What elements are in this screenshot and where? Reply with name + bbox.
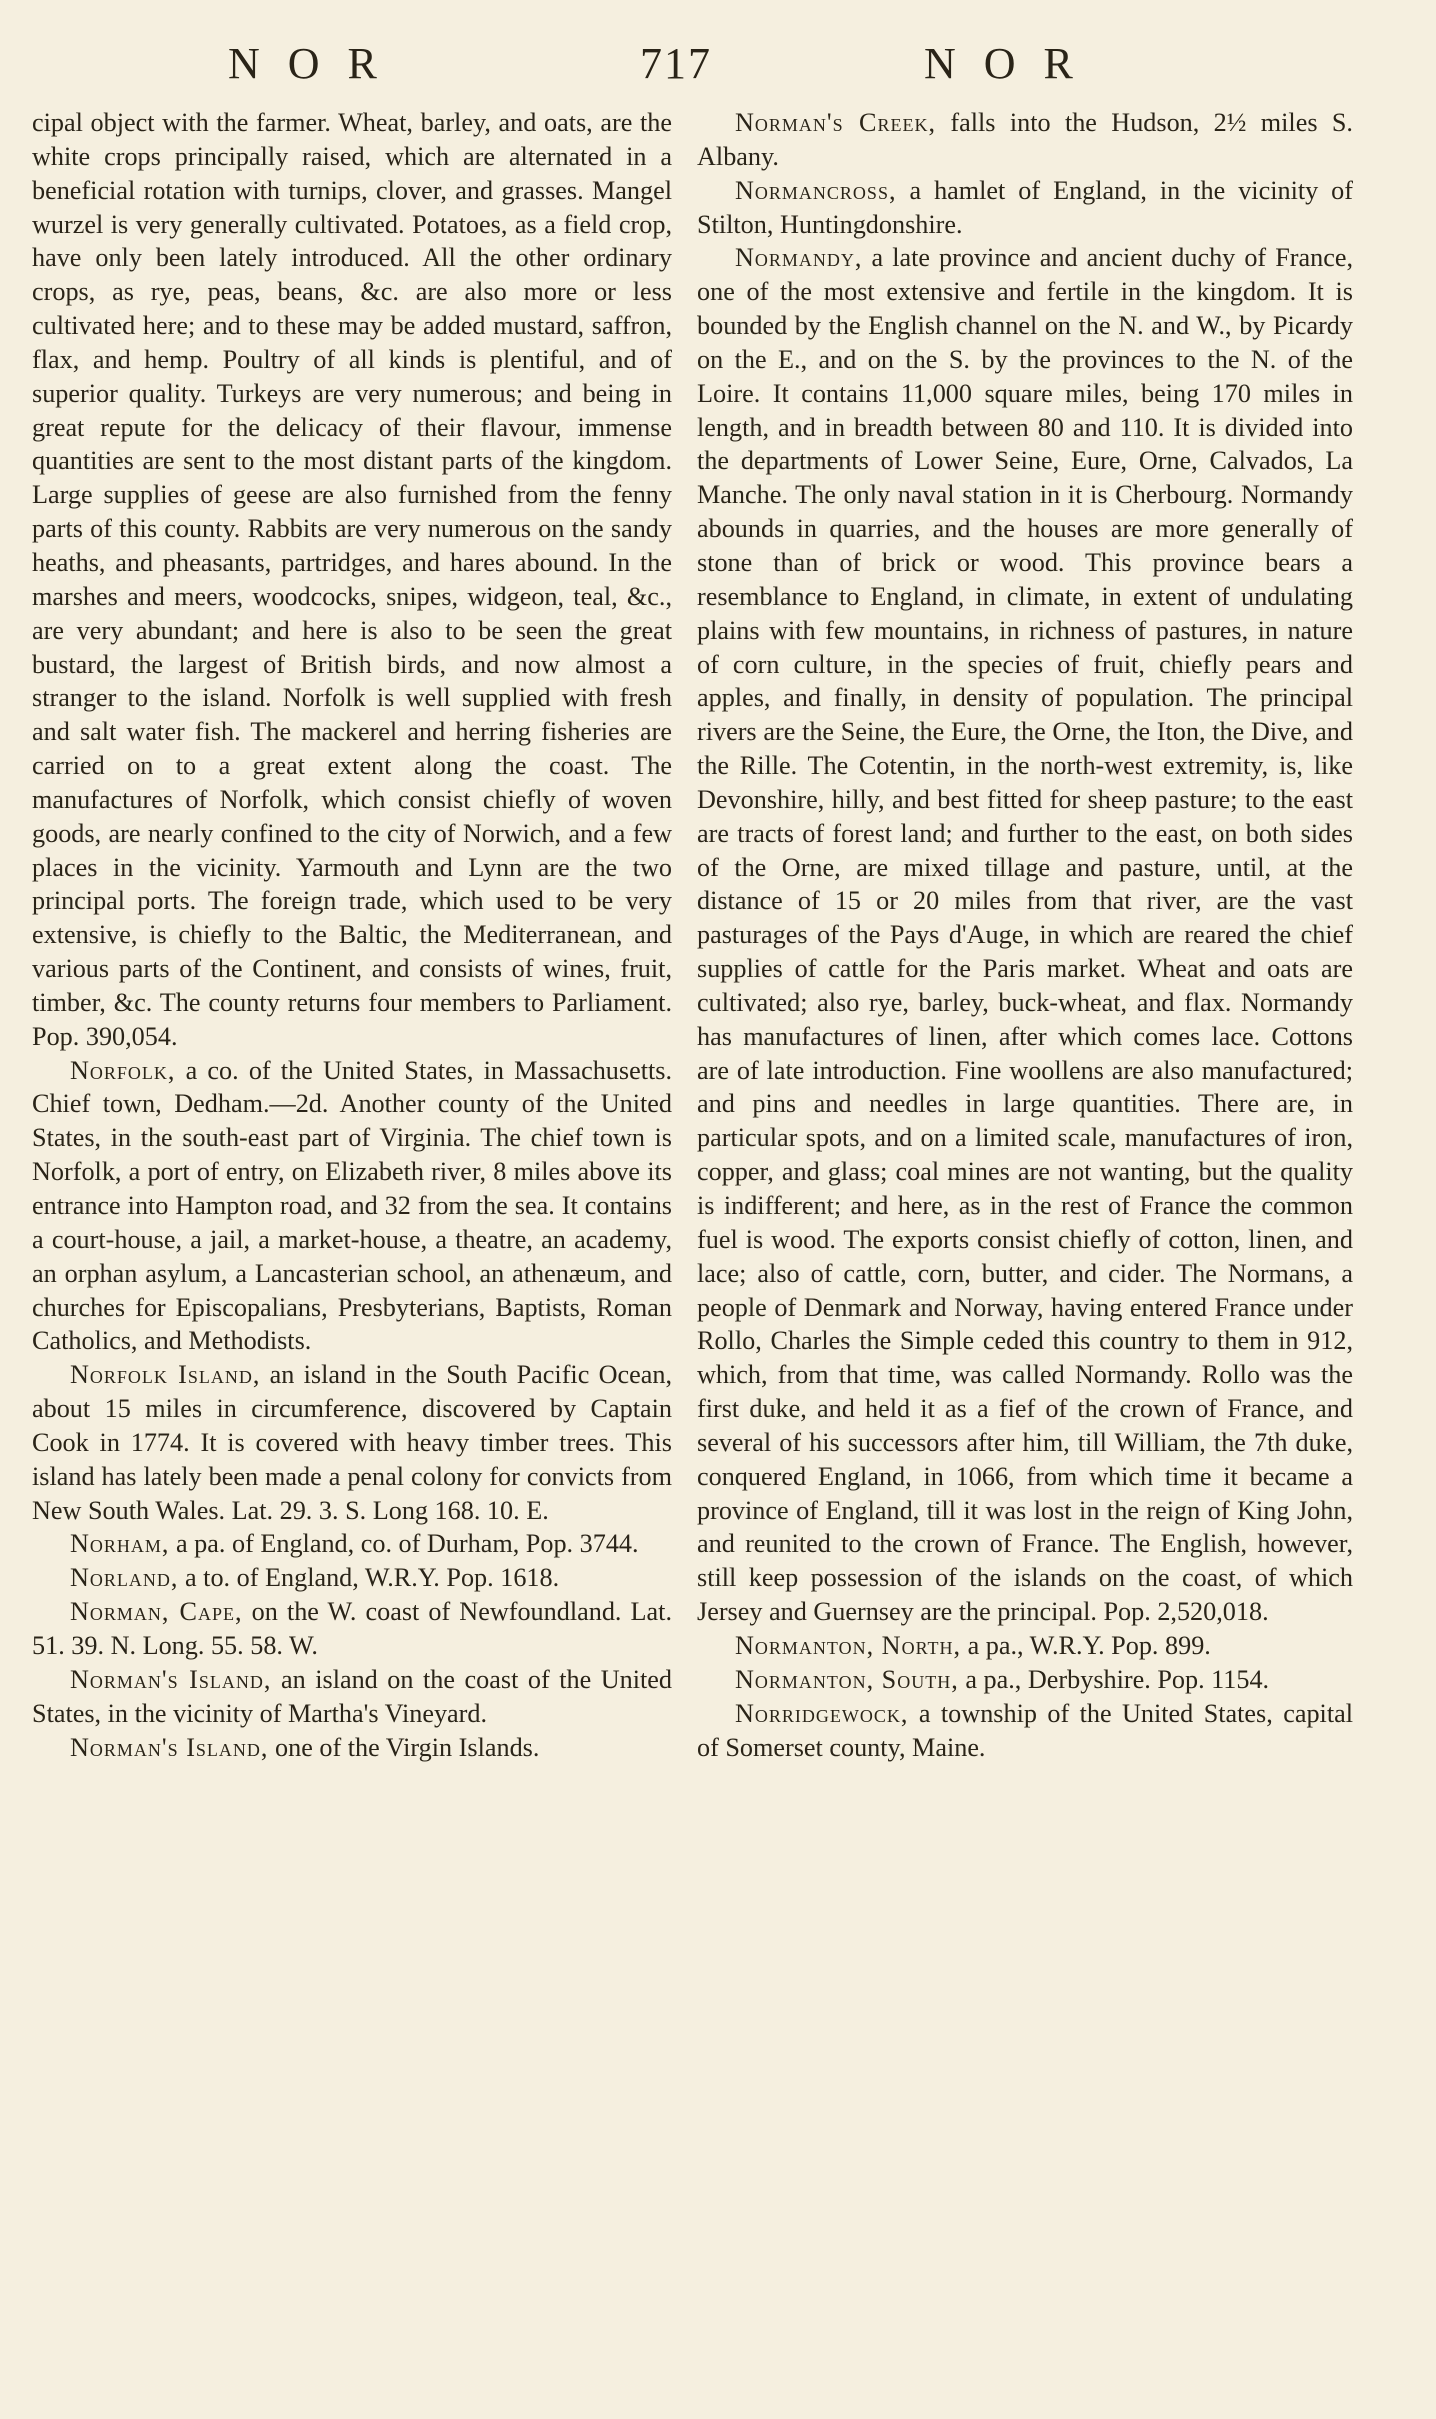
entry-headword: Norman's Island, [70,1732,269,1762]
entry-normandy [697,241,1353,1629]
entry-headword: Norland, [70,1563,179,1593]
entry-body: a pa., Derbyshire. Pop. 1154. [958,1664,1270,1694]
entry-headword: Norridgewock, [735,1698,909,1728]
entry-body: a to. of England, W.R.Y. Pop. 1618. [178,1563,560,1593]
entry-norham [32,1527,672,1561]
entry-body: a pa., W.R.Y. Pop. 899. [961,1630,1211,1660]
entry-body: a hamlet of England, in the vicinity of Stilton, Huntingdonshire. [697,175,1353,239]
page-number: 717 [640,39,712,88]
entry-headword: Normancross, [735,175,897,205]
entry-body: an island in the South Pacific Ocean, about 15 miles in circumference, discovered by Captain Cook in 1774. It is covered with heavy timber trees. This island has lately been made a penal colony for convicts from New South Wales. Lat. 29. 3. S. Long 168. 10. E. [32,1360,672,1525]
entry-body: a township of the United States, capital of Somerset county, Maine. [697,1698,1353,1762]
left-column [32,106,672,1764]
entry-norfolk [32,1054,672,1359]
entry-headword: Normanton, South, [735,1664,959,1694]
entry-headword: Norfolk Island, [70,1360,261,1390]
entry-headword: Norfolk, [70,1055,176,1085]
entry-norfolk-island [32,1358,672,1527]
entry-normans-creek [697,106,1353,174]
entry-body: on the W. coast of Newfoundland. Lat. 51. 39. N. Long. 55. 58. W. [32,1597,672,1660]
entry-body: a late province and ancient duchy of France, one of the most extensive and fertile in the kingdom. It is bounded by the English channel on the N. and W., by Picardy on the E., and on the S. by the provinces to the N. of the Loire. It contains 11,000 square miles, being 170 miles in length, and in breadth between 80 and 110. It is divided into the departments of Lower Seine, Eure, Orne, Calvados, La Manche. The only naval station in it is Cherbourg. Normandy abounds in quarries, and the houses are more generally of stone than of brick or wood. This province bears a resemblance to England, in climate, in extent of undulating plains with few mountains, in richness of pastures, in nature of corn culture, in the species of fruit, chiefly pears and apples, and finally, in density of population. The principal rivers are the Seine, the Eure, the Orne, the Iton, the Dive, and the Rille. The Cotentin, in the north-west extremity, is, like Devonshire, hilly, and best fitted for sheep pasture; to the east are tracts of forest land; and further to the east, on both sides of the Orne, are mixed tillage and pasture, until, at the distance of 15 or 20 miles from that river, are the vast pasturages of the Pays d'Auge, in which are reared the chief supplies of cattle for the Paris market. Wheat and oats are cultivated; also rye, barley, buck-wheat, and flax. Normandy has manufactures of linen, after which comes lace. Cottons are of late introduction. Fine woollens are also manufactured; and pins and needles in large quantities. There are, in particular spots, and on a limited scale, manufactures of iron, copper, and glass; coal mines are not wanting, but the quality is indifferent; and here, as in the rest of France the common fuel is wood. The exports consist chiefly of cotton, linen, and lace; also of cattle, corn, butter, and cider. The Normans, a people of Denmark and Norway, having entered France under Rollo, Charles the Simple ceded this country to them in 912, which, from that time, was called Normandy. Rollo was the first duke, and held it as a fief of the crown of France, and several of his successors after him, till William, the 7th duke, conquered England, in 1066, from which time it became a province of England, till it was lost in the reign of King John, and reunited to the crown of France. The English, however, still keep possession of the islands on the coast, of which Jersey and Guernsey are the principal. Pop. 2,520,018. [697,243,1353,1627]
entry-headword: Norman's Island, [70,1664,272,1694]
entry-normans-island-2 [32,1731,672,1765]
entry-body: a pa. of England, co. of Durham, Pop. 3744. [169,1529,639,1559]
entry-body: falls into the Hudson, 2½ miles S. Albany. [697,108,1353,171]
header-left-guide-word: NOR [228,39,405,88]
entry-headword: Norman, Cape, [70,1597,243,1627]
entry-headword: Normandy, [735,243,863,273]
entry-headword: Norman's Creek, [735,108,937,137]
entry-norland [32,1561,672,1595]
entry-body: a co. of the United States, in Massachusetts. Chief town, Dedham.—2d. Another county of the United States, in the south-east part of Virginia. The chief town is Norfolk, a port of entry, on Elizabeth river, 8 miles above its entrance into Hampton road, and 32 from the sea. It contains a court-house, a jail, a market-house, a theatre, an academy, an orphan asylum, a Lancasterian school, an athenæum, and churches for Episcopalians, Presbyterians, Baptists, Roman Catholics, and Methodists. [32,1055,672,1356]
entry-body: one of the Virgin Islands. [268,1732,540,1762]
entry-body: an island on the coast of the United States, in the vicinity of Martha's Vineyard. [32,1664,673,1728]
entry-normans-island-1 [32,1663,672,1731]
entry-normanton-north [697,1629,1353,1663]
running-header [0,38,1436,98]
entry-continuation: cipal object with the farmer. Wheat, barley, and oats, are the white crops principally raised, which are alternated in a beneficial rotation with turnips, clover, and grasses. Mangel wurzel is very generally cultivated. Potatoes, as a field crop, have only been lately introduced. All the other ordinary crops, as rye, peas, beans, &c. are also more or less cultivated here; and to these may be added mustard, saffron, flax, and hemp. Poultry of all kinds is plentiful, and of superior quality. Turkeys are very numerous; and being in great repute for the delicacy of their flavour, immense quantities are sent to the most distant parts of the kingdom. Large supplies of geese are also furnished from the fenny parts of this county. Rabbits are very numerous on the sandy heaths, and pheasants, partridges, and hares abound. In the marshes and meers, woodcocks, snipes, widgeon, teal, &c., are very abundant; and here is also to be seen the great bustard, the largest of British birds, and now almost a stranger to the island. Norfolk is well supplied with fresh and salt water fish. The mackerel and herring fisheries are carried on to a great extent along the coast. The manufactures of Norfolk, which consist chiefly of woven goods, are nearly confined to the city of Norwich, and a few places in the vicinity. Yarmouth and Lynn are the two principal ports. The foreign trade, which used to be very extensive, is chiefly to the Baltic, the Mediterranean, and various parts of the Continent, and consists of wines, fruit, timber, &c. The county returns four members to Parliament. Pop. 390,054. [32,108,672,1051]
header-right-guide-word: NOR [924,39,1101,88]
entry-normanton-south [697,1663,1353,1697]
entry-norridgewock [697,1697,1353,1765]
right-column [697,106,1353,1764]
entry-headword: Normanton, North, [735,1630,962,1660]
entry-normancross [697,174,1353,242]
entry-headword: Norham, [70,1529,170,1559]
entry-norman-cape [32,1595,672,1663]
